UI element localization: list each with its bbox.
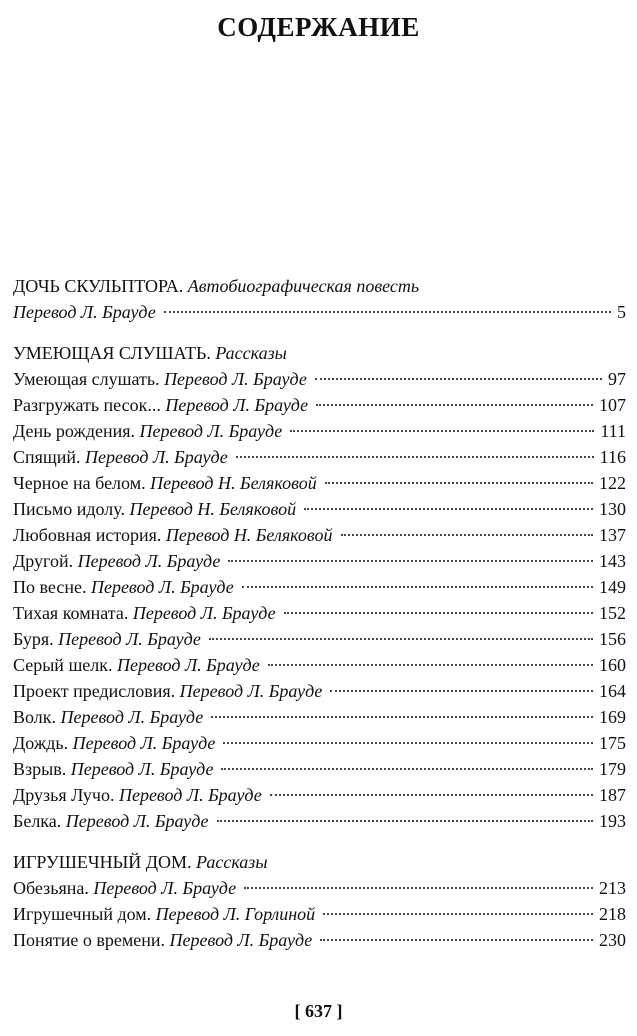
toc-entry-title: Дождь. (13, 733, 69, 753)
toc-entry-translator: Перевод Л. Брауде (70, 759, 214, 779)
toc-section (13, 341, 626, 835)
toc-section (13, 850, 626, 954)
toc-entry-label (13, 523, 333, 547)
section-heading-title: ИГРУШЕЧНЫЙ ДОМ. (13, 852, 192, 872)
toc-entry-label (13, 393, 308, 417)
toc-entry-page-number: 175 (599, 733, 626, 753)
toc-entry-page-number: 187 (599, 785, 626, 805)
toc-entry[interactable] (13, 731, 626, 757)
dot-leader (290, 430, 594, 432)
toc-entry-label (13, 575, 234, 599)
toc-entry-label (13, 902, 315, 926)
toc-entry[interactable] (13, 367, 626, 393)
toc-entry-label (13, 497, 296, 521)
toc-entry-title: Понятие о времени. (13, 930, 166, 950)
toc-entry-translator: Перевод Л. Брауде (164, 369, 307, 389)
toc-entry-page-number: 130 (599, 499, 626, 519)
toc-entry-label (13, 809, 209, 833)
toc-entry-page-number: 137 (599, 525, 626, 545)
section-heading (13, 274, 626, 300)
section-heading (13, 850, 626, 876)
toc-entry-page-number: 122 (599, 473, 626, 493)
toc-entry[interactable] (13, 300, 626, 326)
toc-entry[interactable] (13, 419, 626, 445)
toc-entry-title: Тихая комната. (13, 603, 129, 623)
toc-entry-page-number: 107 (599, 395, 626, 415)
toc-entry[interactable] (13, 445, 626, 471)
toc-entry-label (13, 679, 322, 703)
toc-entry-page-number: 149 (599, 577, 626, 597)
toc-entry-page-number: 143 (599, 551, 626, 571)
toc-entry-label (13, 731, 215, 755)
toc-entry-title: Другой. (13, 551, 74, 571)
toc-entry[interactable] (13, 928, 626, 954)
section-heading (13, 341, 626, 367)
toc-entry-page-number: 179 (599, 759, 626, 779)
dot-leader (316, 404, 593, 406)
dot-leader (325, 482, 593, 484)
toc-entry-translator: Перевод Л. Брауде (179, 681, 323, 701)
toc-section (13, 274, 626, 326)
toc-entry-translator: Перевод Н. Беляковой (165, 525, 333, 545)
toc-entry[interactable] (13, 393, 626, 419)
toc-entry[interactable] (13, 876, 626, 902)
toc-entry-page-number: 169 (599, 707, 626, 727)
toc-entry[interactable] (13, 902, 626, 928)
dot-leader (315, 378, 602, 380)
dot-leader (341, 534, 594, 536)
toc-entry[interactable] (13, 809, 626, 835)
dot-leader (270, 794, 593, 796)
toc-entry-label (13, 783, 262, 807)
toc-entry-title: Буря. (13, 629, 54, 649)
toc-entry[interactable] (13, 627, 626, 653)
section-heading-description: Рассказы (215, 343, 287, 363)
toc-entry-label (13, 876, 236, 900)
toc-entry-title: Игрушечный дом. (13, 904, 152, 924)
toc-entry-title: Белка. (13, 811, 62, 831)
toc-entry-page-number: 111 (600, 421, 626, 441)
toc-entry-label (13, 300, 156, 324)
toc-entry-title: По весне. (13, 577, 87, 597)
toc-entry-title: Черное на белом. (13, 473, 146, 493)
toc-entry-translator: Перевод Л. Брауде (93, 878, 237, 898)
toc-entry[interactable] (13, 549, 626, 575)
toc-entry-title: День рождения. (13, 421, 136, 441)
toc-entry-page-number: 152 (599, 603, 626, 623)
section-heading-description: Автобиографическая повесть (187, 276, 420, 296)
toc-entry-label (13, 419, 282, 443)
dot-leader (330, 690, 593, 692)
dot-leader (217, 820, 593, 822)
toc-entry-page-number: 97 (608, 369, 626, 389)
toc-entry-label (13, 653, 260, 677)
dot-leader (244, 887, 593, 889)
dot-leader (284, 612, 593, 614)
toc-entry[interactable] (13, 679, 626, 705)
toc-entry-translator: Перевод Л. Брауде (90, 577, 234, 597)
toc-entry[interactable] (13, 783, 626, 809)
toc-entry-translator: Перевод Л. Брауде (169, 930, 313, 950)
toc-entry-label (13, 471, 317, 495)
toc-entry-title: Умеющая слушать. (13, 369, 160, 389)
toc-entry-translator: Перевод Л. Брауде (139, 421, 283, 441)
toc-entry-translator: Перевод Л. Брауде (165, 395, 309, 415)
toc-entry-translator: Перевод Л. Брауде (118, 785, 262, 805)
dot-leader (242, 586, 593, 588)
toc-entry[interactable] (13, 575, 626, 601)
toc-entry-page-number: 164 (599, 681, 626, 701)
toc-entry-title: Серый шелк. (13, 655, 113, 675)
toc-entry-translator: Перевод Л. Горлиной (155, 904, 316, 924)
toc-entry-page-number: 193 (599, 811, 626, 831)
toc-entry[interactable] (13, 653, 626, 679)
toc-entry-title: Проект предисловия. (13, 681, 176, 701)
toc-entry-title: Обезьяна. (13, 878, 89, 898)
table-of-contents (13, 274, 626, 954)
dot-leader (268, 664, 593, 666)
toc-entry-page-number: 156 (599, 629, 626, 649)
toc-entry-translator: Перевод Л. Брауде (77, 551, 221, 571)
dot-leader (320, 939, 593, 941)
toc-entry-label (13, 445, 228, 469)
toc-entry[interactable] (13, 601, 626, 627)
toc-entry-page-number: 5 (617, 302, 626, 322)
dot-leader (223, 742, 593, 744)
section-heading-title: УМЕЮЩАЯ СЛУШАТЬ. (13, 343, 211, 363)
toc-entry-translator: Перевод Н. Беляковой (129, 499, 297, 519)
toc-entry-translator: Перевод Л. Брауде (65, 811, 209, 831)
toc-entry-title: Взрыв. (13, 759, 67, 779)
toc-entry[interactable] (13, 497, 626, 523)
toc-entry-title: Друзья Лучо. (13, 785, 115, 805)
toc-entry-title: Разгружать песок... (13, 395, 161, 415)
toc-entry-label (13, 367, 307, 391)
toc-entry[interactable] (13, 523, 626, 549)
toc-entry-label (13, 601, 276, 625)
page-title: СОДЕРЖАНИЕ (217, 12, 420, 42)
toc-entry-translator: Перевод Л. Брауде (72, 733, 216, 753)
toc-entry-translator: Перевод Л. Брауде (117, 655, 260, 675)
toc-entry-label (13, 549, 220, 573)
section-heading-title: ДОЧЬ СКУЛЬПТОРА. (13, 276, 184, 296)
toc-entry-translator: Перевод Л. Брауде (60, 707, 204, 727)
toc-entry-translator: Перевод Л. Брауде (132, 603, 276, 623)
toc-entry-page-number: 218 (599, 904, 626, 924)
toc-entry-translator: Перевод Л. Брауде (13, 302, 156, 322)
dot-leader (236, 456, 594, 458)
toc-entry-page-number: 116 (599, 447, 626, 467)
toc-entry-title: Спящий. (13, 447, 81, 467)
toc-entry-label (13, 705, 203, 729)
toc-entry-title: Письмо идолу. (13, 499, 125, 519)
toc-entry-translator: Перевод Л. Брауде (85, 447, 228, 467)
toc-entry[interactable] (13, 705, 626, 731)
dot-leader (323, 913, 593, 915)
toc-entry-label (13, 757, 213, 781)
dot-leader (221, 768, 593, 770)
toc-entry-translator: Перевод Л. Брауде (58, 629, 201, 649)
dot-leader (209, 638, 593, 640)
toc-entry-page-number: 213 (599, 878, 626, 898)
dot-leader (304, 508, 593, 510)
dot-leader (164, 311, 611, 313)
toc-entry-translator: Перевод Н. Беляковой (150, 473, 317, 493)
toc-entry-page-number: 230 (599, 930, 626, 950)
page-number: [ 637 ] (294, 1001, 343, 1021)
toc-entry-label (13, 928, 312, 952)
toc-entry[interactable] (13, 471, 626, 497)
section-heading-description: Рассказы (196, 852, 268, 872)
toc-entry-title: Любовная история. (13, 525, 162, 545)
dot-leader (211, 716, 593, 718)
toc-entry[interactable] (13, 757, 626, 783)
dot-leader (228, 560, 593, 562)
toc-entry-title: Волк. (13, 707, 56, 727)
toc-entry-page-number: 160 (599, 655, 626, 675)
toc-entry-label (13, 627, 201, 651)
